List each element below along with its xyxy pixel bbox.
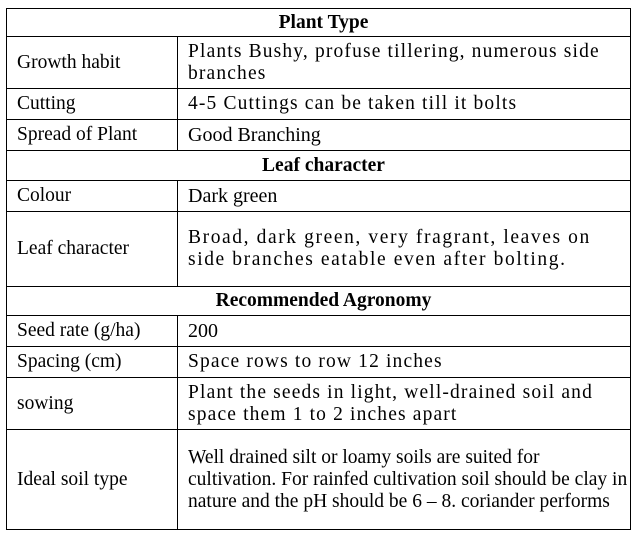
row-label: Ideal soil type bbox=[7, 430, 178, 530]
row-value: Plant the seeds in light, well-drained soil and space them 1 to 2 inches apart bbox=[178, 378, 631, 430]
section-header-row bbox=[7, 151, 631, 181]
section-title-leaf-character: Leaf character bbox=[7, 151, 631, 181]
table-row-leaf-character bbox=[7, 212, 631, 287]
row-value: Well drained silt or loamy soils are suited for cultivation. For rainfed cultivation soil should be clay in nature and the pH should be 6 – 8. coriander performs bbox=[178, 430, 631, 530]
row-label: sowing bbox=[7, 378, 178, 430]
table-row-ideal-soil-type bbox=[7, 430, 631, 530]
row-value: 200 bbox=[178, 316, 631, 347]
table-row-colour bbox=[7, 181, 631, 212]
row-value: Good Branching bbox=[178, 120, 631, 151]
table-row-sowing bbox=[7, 378, 631, 430]
row-label: Colour bbox=[7, 181, 178, 212]
row-label: Growth habit bbox=[7, 37, 178, 89]
table-row-cutting bbox=[7, 89, 631, 120]
section-title-plant-type: Plant Type bbox=[7, 9, 631, 37]
section-title-recommended-agronomy: Recommended Agronomy bbox=[7, 287, 631, 316]
table-row-growth-habit bbox=[7, 37, 631, 89]
plant-characteristics-table bbox=[6, 8, 631, 530]
table-row-spacing bbox=[7, 347, 631, 378]
table-row-spread-of-plant bbox=[7, 120, 631, 151]
section-header-row bbox=[7, 287, 631, 316]
row-label: Cutting bbox=[7, 89, 178, 120]
row-value: 4-5 Cuttings can be taken till it bolts bbox=[178, 89, 631, 120]
row-value: Plants Bushy, profuse tillering, numerous side branches bbox=[178, 37, 631, 89]
row-label: Spread of Plant bbox=[7, 120, 178, 151]
table-row-seed-rate bbox=[7, 316, 631, 347]
section-header-row bbox=[7, 9, 631, 37]
row-label: Leaf character bbox=[7, 212, 178, 287]
row-label: Spacing (cm) bbox=[7, 347, 178, 378]
row-value: Broad, dark green, very fragrant, leaves on side branches eatable even after bolting. bbox=[178, 212, 631, 287]
row-value: Dark green bbox=[178, 181, 631, 212]
row-label: Seed rate (g/ha) bbox=[7, 316, 178, 347]
row-value: Space rows to row 12 inches bbox=[178, 347, 631, 378]
